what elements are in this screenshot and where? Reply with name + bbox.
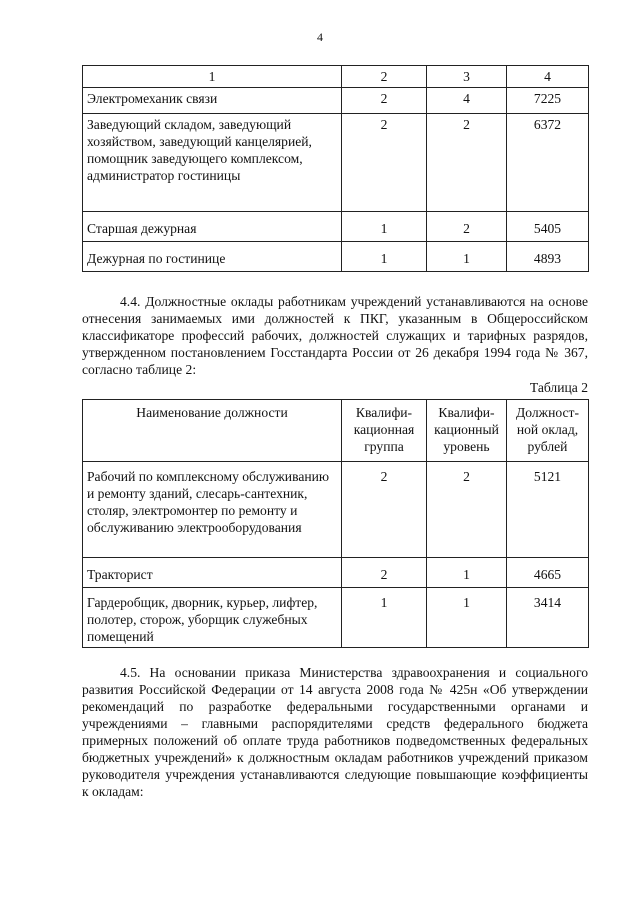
salary-value: 4665 — [507, 558, 589, 588]
table-row — [83, 88, 589, 114]
salary-value: 5405 — [507, 212, 589, 242]
column-header-level: Квалифи-кационный уровень — [427, 400, 507, 462]
salary-value: 6372 — [507, 114, 589, 212]
page-number: 4 — [317, 30, 323, 44]
position-name: Гардеробщик, дворник, курьер, лифтер, полотер, сторож, уборщик служебных помещений — [83, 588, 342, 648]
salary-value: 4893 — [507, 242, 589, 272]
column-number-4: 4 — [507, 66, 589, 88]
table-row — [83, 462, 589, 558]
salary-value: 3414 — [507, 588, 589, 648]
qualification-group: 1 — [342, 242, 427, 272]
position-name: Дежурная по гостинице — [83, 242, 342, 272]
qualification-level: 1 — [427, 558, 507, 588]
paragraph-4-4-text: 4.4. Должностные оклады работникам учреждений устанавливаются на основе отнесения занимаемых ими должностей к ПКГ, указанным в Общероссийском классификаторе профессий рабочих, должностей служащих и тарифных разрядов, утвержденном постановлением Госстандарта России от 26 декабря 1994 года № 367, согласно таблице 2: — [82, 294, 588, 377]
qualification-group: 2 — [342, 114, 427, 212]
salary-table-2 — [82, 399, 589, 648]
column-number-1: 1 — [83, 66, 342, 88]
column-header-salary: Должност-ной оклад, рублей — [507, 400, 589, 462]
table-row — [83, 114, 589, 212]
qualification-level: 1 — [427, 588, 507, 648]
qualification-group: 1 — [342, 588, 427, 648]
qualification-group: 2 — [342, 558, 427, 588]
column-number-2: 2 — [342, 66, 427, 88]
qualification-group: 2 — [342, 462, 427, 558]
table-2-caption: Таблица 2 — [529, 380, 588, 395]
position-name: Старшая дежурная — [83, 212, 342, 242]
column-number-3: 3 — [427, 66, 507, 88]
column-header-position: Наименование должности — [83, 400, 342, 462]
salary-value: 7225 — [507, 88, 589, 114]
position-name: Тракторист — [83, 558, 342, 588]
paragraph-4-4 — [82, 293, 588, 378]
column-header-group: Квалифи-кационная группа — [342, 400, 427, 462]
table-row — [83, 558, 589, 588]
position-name: Электромеханик связи — [83, 88, 342, 114]
qualification-level: 2 — [427, 212, 507, 242]
paragraph-4-5 — [82, 664, 588, 800]
salary-table-1 — [82, 65, 589, 272]
qualification-group: 2 — [342, 88, 427, 114]
table-header-row — [83, 66, 589, 88]
table-row — [83, 212, 589, 242]
qualification-level: 2 — [427, 114, 507, 212]
table-header-row — [83, 400, 589, 462]
table-row — [83, 242, 589, 272]
qualification-level: 1 — [427, 242, 507, 272]
qualification-group: 1 — [342, 212, 427, 242]
qualification-level: 4 — [427, 88, 507, 114]
salary-value: 5121 — [507, 462, 589, 558]
paragraph-4-5-text: 4.5. На основании приказа Министерства здравоохранения и социального развития Российской Федерации от 14 августа 2008 года № 425н «Об утверждении рекомендаций по разработке федеральными государственными органами и учреждениями – главными распорядителями средств федерального бюджета примерных положений об оплате труда работников подведомственных федеральных бюджетных учреждений» к должностным окладам работников учреждений приказом руководителя учреждения устанавливаются следующие повышающие коэффициенты к окладам: — [82, 665, 588, 799]
table-row — [83, 588, 589, 648]
position-name: Рабочий по комплексному обслуживанию и ремонту зданий, слесарь-сантехник, столяр, электромонтер по ремонту и обслуживанию электрооборудования — [83, 462, 342, 558]
position-name: Заведующий складом, заведующий хозяйством, заведующий канцелярией, помощник заведующего комплексом, администратор гостиницы — [83, 114, 342, 212]
qualification-level: 2 — [427, 462, 507, 558]
